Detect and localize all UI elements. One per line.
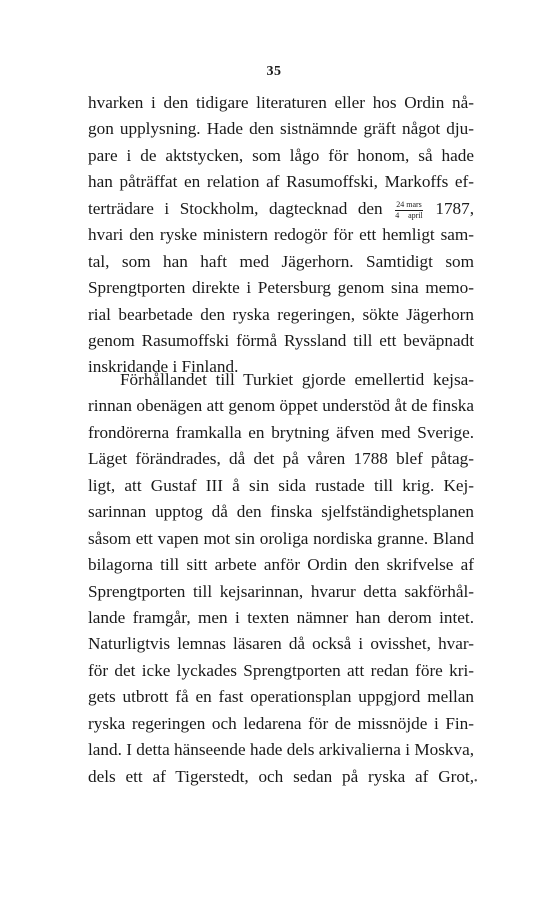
text-line: genom Rasumoffski förmå Ryssland till ett beväpnadt [88,330,474,350]
text-line: rinnan obenägen att genom öppet understöd åt de finska [88,396,474,416]
text-line: såsom ett vapen mot sin oroliga nordiska granne. Bland [88,528,474,548]
page-number: 35 [266,64,282,79]
text-line-date [88,196,474,222]
text-line: hvari den ryske ministern redogör för ett hemligt sam- [88,225,474,245]
text-line: lande framgår, men i texten nämner han derom intet. [88,607,474,627]
text-line: frondörerna framkalla en brytning äfven med Sverige. [88,422,474,442]
text-line: gets utbrott få en fast operationsplan uppgjord mellan [88,687,474,707]
date-fraction-denominator: 4 april [395,210,423,220]
text-line: sarinnan upptog då den finska sjelfständighetsplanen [88,502,474,522]
text-line: hvarken i den tidigare literaturen eller hos Ordin nå- [88,93,474,112]
text-line: Naturligtvis lemnas läsaren då också i ovisshet, hvar- [88,634,474,654]
text-line: Läget förändrades, då det på våren 1788 blef påtag- [88,449,474,469]
text-line: land. I detta hänseende hade dels arkivalierna i Moskva, [88,740,474,760]
text-line: Sprengtporten direkte i Petersburg genom sina memo- [88,278,474,298]
text-line: dels ett af Tigerstedt, och sedan på ryska af Grot, [88,766,474,786]
date-fraction [395,201,423,220]
text-line: bilagorna till sitt arbete anför Ordin den skrifvelse af [88,555,474,575]
date-line-before: terträdare i Stockholm, dagtecknad den [88,198,383,218]
text-line: pare i de aktstycken, som lågo för honom, så hade [88,145,474,165]
text-line: för det icke lyckades Sprengtporten att redan före kri- [88,660,474,680]
text-line: ligt, att Gustaf III å sin sida rustade till krig. Kej- [88,475,474,495]
text-line: Sprengtporten till kejsarinnan, hvarur detta sakförhål- [88,581,474,601]
text-line: han påträffat en relation af Rasumoffski, Markoffs ef- [88,172,474,192]
date-fraction-numerator: 24 mars [396,199,422,209]
text-line: Förhållandet till Turkiet gjorde emellertid kejsa- [120,370,474,389]
date-line-after: 1787, [435,198,475,218]
text-line: tal, som han haft med Jägerhorn. Samtidigt som [88,251,474,271]
text-line: rial bearbetade den ryska regeringen, sökte Jägerhorn [88,304,474,324]
print-speck: • [474,776,478,787]
paragraph-1 [88,90,474,381]
text-line: ryska regeringen och ledarena för de missnöjde i Fin- [88,713,474,733]
paragraph-2 [88,367,474,790]
text-line: gon upplysning. Hade den sistnämnde gräft något dju- [88,119,474,139]
text-line: inskridande i Finland. [88,357,239,377]
